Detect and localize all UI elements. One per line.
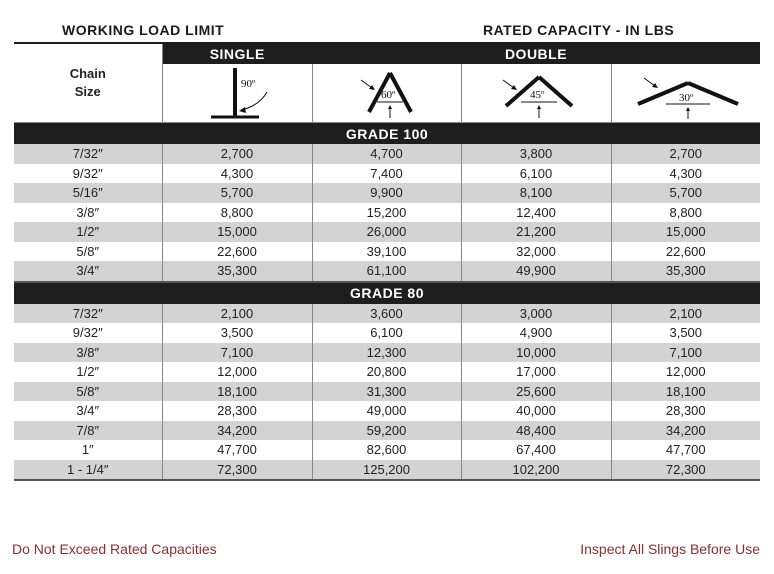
double-45-diagram <box>461 64 611 123</box>
double-30-cell: 2,100 <box>611 304 760 324</box>
single-header: SINGLE <box>162 44 312 64</box>
grade-80-row <box>14 323 760 343</box>
double-60-cell: 15,200 <box>312 203 461 223</box>
double-60-cell: 6,100 <box>312 323 461 343</box>
double-60-cell: 20,800 <box>312 362 461 382</box>
double-45-cell: 17,000 <box>461 362 611 382</box>
single-90-diagram <box>162 64 312 123</box>
grade-80-row <box>14 421 760 441</box>
angle-label-90: 90º <box>241 78 256 90</box>
double-60-cell: 26,000 <box>312 222 461 242</box>
chain-size-header <box>14 44 162 123</box>
grade-80-row <box>14 343 760 363</box>
grade-100-row <box>14 164 760 184</box>
double-30-cell: 8,800 <box>611 203 760 223</box>
double-30-cell: 72,300 <box>611 460 760 481</box>
grade-100-row <box>14 144 760 164</box>
double-45-cell: 6,100 <box>461 164 611 184</box>
double-45-cell: 49,900 <box>461 261 611 282</box>
double-30-cell: 3,500 <box>611 323 760 343</box>
double-60-cell: 4,700 <box>312 144 461 164</box>
single-90-cell: 12,000 <box>162 362 312 382</box>
chain-size-label-line2: Size <box>74 84 101 99</box>
chain-size-cell: 7/32″ <box>14 144 162 164</box>
double-45-cell: 67,400 <box>461 440 611 460</box>
chain-size-cell: 5/8″ <box>14 242 162 262</box>
grade-80-row <box>14 460 760 481</box>
double-60-cell: 39,100 <box>312 242 461 262</box>
grade-100-row <box>14 261 760 282</box>
double-30-cell: 12,000 <box>611 362 760 382</box>
chain-size-label-line1: Chain <box>69 66 106 81</box>
chain-size-cell: 3/4″ <box>14 401 162 421</box>
double-leg-30-degree-icon <box>616 64 756 122</box>
single-leg-90-degree-icon <box>167 64 307 122</box>
grade-80-row <box>14 382 760 402</box>
double-60-cell: 59,200 <box>312 421 461 441</box>
single-90-cell: 72,300 <box>162 460 312 481</box>
chain-size-cell: 1 - 1/4″ <box>14 460 162 481</box>
chain-size-cell: 5/8″ <box>14 382 162 402</box>
footer-warning-left: Do Not Exceed Rated Capacities <box>12 541 217 557</box>
chain-size-cell: 1″ <box>14 440 162 460</box>
angle-label-30: 30º <box>678 92 694 104</box>
chain-size-cell: 1/2″ <box>14 362 162 382</box>
double-60-diagram <box>312 64 461 123</box>
double-45-cell: 8,100 <box>461 183 611 203</box>
chain-size-cell: 3/8″ <box>14 343 162 363</box>
single-90-cell: 34,200 <box>162 421 312 441</box>
double-60-cell: 12,300 <box>312 343 461 363</box>
single-90-cell: 15,000 <box>162 222 312 242</box>
single-90-cell: 3,500 <box>162 323 312 343</box>
double-60-cell: 82,600 <box>312 440 461 460</box>
double-45-cell: 48,400 <box>461 421 611 441</box>
double-45-cell: 102,200 <box>461 460 611 481</box>
angle-label-60: 60º <box>380 89 395 101</box>
rated-capacity-title: RATED CAPACITY - IN LBS <box>483 22 675 38</box>
grade-100-header: GRADE 100 <box>14 123 760 145</box>
double-45-cell: 40,000 <box>461 401 611 421</box>
double-30-cell: 35,300 <box>611 261 760 282</box>
double-45-cell: 3,800 <box>461 144 611 164</box>
double-45-cell: 25,600 <box>461 382 611 402</box>
chain-size-cell: 5/16″ <box>14 183 162 203</box>
grade-80-row <box>14 304 760 324</box>
double-leg-45-degree-icon <box>466 64 606 122</box>
double-30-cell: 22,600 <box>611 242 760 262</box>
single-90-cell: 2,700 <box>162 144 312 164</box>
double-30-cell: 7,100 <box>611 343 760 363</box>
chain-size-cell: 1/2″ <box>14 222 162 242</box>
footer-warning-right: Inspect All Slings Before Use <box>580 541 760 557</box>
double-60-cell: 61,100 <box>312 261 461 282</box>
double-60-cell: 49,000 <box>312 401 461 421</box>
grade-100-row <box>14 222 760 242</box>
single-90-cell: 8,800 <box>162 203 312 223</box>
working-load-limit-title: WORKING LOAD LIMIT <box>62 22 225 38</box>
double-30-cell: 2,700 <box>611 144 760 164</box>
grade-80-row <box>14 362 760 382</box>
double-30-cell: 47,700 <box>611 440 760 460</box>
single-90-cell: 5,700 <box>162 183 312 203</box>
double-45-cell: 21,200 <box>461 222 611 242</box>
rated-capacity-table <box>14 44 760 481</box>
double-60-cell: 31,300 <box>312 382 461 402</box>
double-45-cell: 4,900 <box>461 323 611 343</box>
double-30-cell: 28,300 <box>611 401 760 421</box>
double-60-cell: 3,600 <box>312 304 461 324</box>
chain-size-cell: 3/8″ <box>14 203 162 223</box>
single-90-cell: 2,100 <box>162 304 312 324</box>
double-60-cell: 125,200 <box>312 460 461 481</box>
double-30-cell: 18,100 <box>611 382 760 402</box>
chain-size-cell: 9/32″ <box>14 164 162 184</box>
double-45-cell: 12,400 <box>461 203 611 223</box>
double-45-cell: 32,000 <box>461 242 611 262</box>
grade-80-row <box>14 440 760 460</box>
grade-80-header: GRADE 80 <box>14 282 760 304</box>
grade-100-row <box>14 242 760 262</box>
grade-100-row <box>14 203 760 223</box>
grade-100-row <box>14 183 760 203</box>
double-header: DOUBLE <box>312 44 760 64</box>
single-90-cell: 4,300 <box>162 164 312 184</box>
single-90-cell: 7,100 <box>162 343 312 363</box>
double-leg-60-degree-icon <box>317 64 457 122</box>
single-90-cell: 47,700 <box>162 440 312 460</box>
grade-80-row <box>14 401 760 421</box>
angle-label-45: 45º <box>530 89 545 101</box>
double-30-cell: 34,200 <box>611 421 760 441</box>
double-30-diagram <box>611 64 760 123</box>
chain-size-cell: 9/32″ <box>14 323 162 343</box>
double-45-cell: 3,000 <box>461 304 611 324</box>
chain-size-cell: 7/8″ <box>14 421 162 441</box>
chain-size-cell: 3/4″ <box>14 261 162 282</box>
single-90-cell: 18,100 <box>162 382 312 402</box>
double-30-cell: 4,300 <box>611 164 760 184</box>
single-90-cell: 35,300 <box>162 261 312 282</box>
double-30-cell: 5,700 <box>611 183 760 203</box>
double-30-cell: 15,000 <box>611 222 760 242</box>
double-60-cell: 9,900 <box>312 183 461 203</box>
double-60-cell: 7,400 <box>312 164 461 184</box>
chain-size-cell: 7/32″ <box>14 304 162 324</box>
single-90-cell: 28,300 <box>162 401 312 421</box>
single-90-cell: 22,600 <box>162 242 312 262</box>
double-45-cell: 10,000 <box>461 343 611 363</box>
